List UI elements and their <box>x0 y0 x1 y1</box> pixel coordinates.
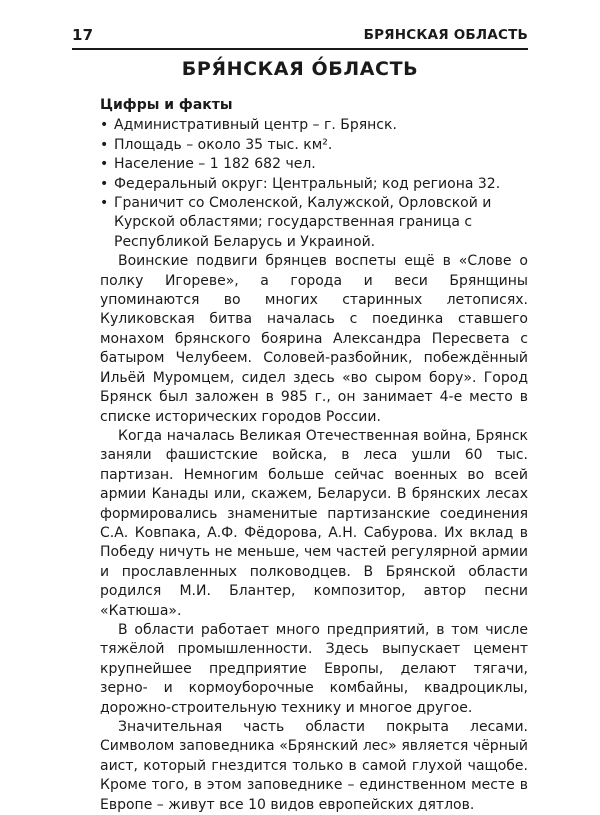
paragraph-war: Когда началась Великая Отечественная война, Брянск заняли фашистские войска, в леса ушли 60 тыс. партизан. Немногим больше сейчас военных во всей армии Канады или, скажем, Беларуси. В брянских лесах формировались знаменитые партизанские соединения С.А. Ковпака, А.Ф. Фёдорова, А.Н. Сабурова. Их вклад в Победу ничуть не меньше, чем частей регулярной армии и прославленных полководцев. В Брянской области родился М.И. Блантер, композитор, автор песни «Катюша». <box>100 427 528 619</box>
paragraph-industry: В области работает много предприятий, в том числе тяжёлой промышленности. Здесь выпускает цемент крупнейшее предприятие Европы, делают тягачи, зерно- и кормоуборочные комбайны, квадроциклы, дорожно-строительную технику и многое другое. <box>100 621 528 716</box>
page-number: 17 <box>72 26 94 44</box>
article-title: БРЯ́НСКАЯ О́БЛАСТЬ <box>181 58 419 80</box>
facts-list <box>100 116 528 252</box>
article-body <box>100 96 528 815</box>
fact-item-population: • Население – 1 182 682 чел. <box>100 155 528 174</box>
paragraph-history: Воинские подвиги брянцев воспеты ещё в «Слове о полку Игореве», а города и веси Брянщины упоминаются во многих старинных летописях. Куликовская битва началась с поединка ставшего монахом брянского боярина Александра Пересвета с батыром Челубеем. Соловей-разбойник, побеждённый Ильёй Муромцем, сидел здесь «во сыром бору». Город Брянск был заложен в 985 г., он занимает 4-е место в списке исторических городов России. <box>100 253 528 425</box>
fact-item-federal-district: • Федеральный округ: Центральный; код региона 32. <box>100 175 528 194</box>
fact-item-area: • Площадь – около 35 тыс. км². <box>100 136 528 155</box>
page-header <box>72 22 528 50</box>
fact-item-borders: • Граничит со Смоленской, Калужской, Орловской и Курской областями; государственная граница с Республикой Беларусь и Украиной. <box>100 194 528 252</box>
fact-item-admin-center: • Административный центр – г. Брянск. <box>100 116 528 135</box>
running-title: БРЯНСКАЯ ОБЛАСТЬ <box>363 27 528 43</box>
facts-heading: Цифры и факты <box>100 97 233 113</box>
paragraph-nature: Значительная часть области покрыта лесами. Символом заповедника «Брянский лес» является чёрный аист, который гнездится только в самой глухой чащобе. Кроме того, в этом заповеднике – единственном месте в Европе – живут все 10 видов европейских дятлов. <box>100 719 528 813</box>
